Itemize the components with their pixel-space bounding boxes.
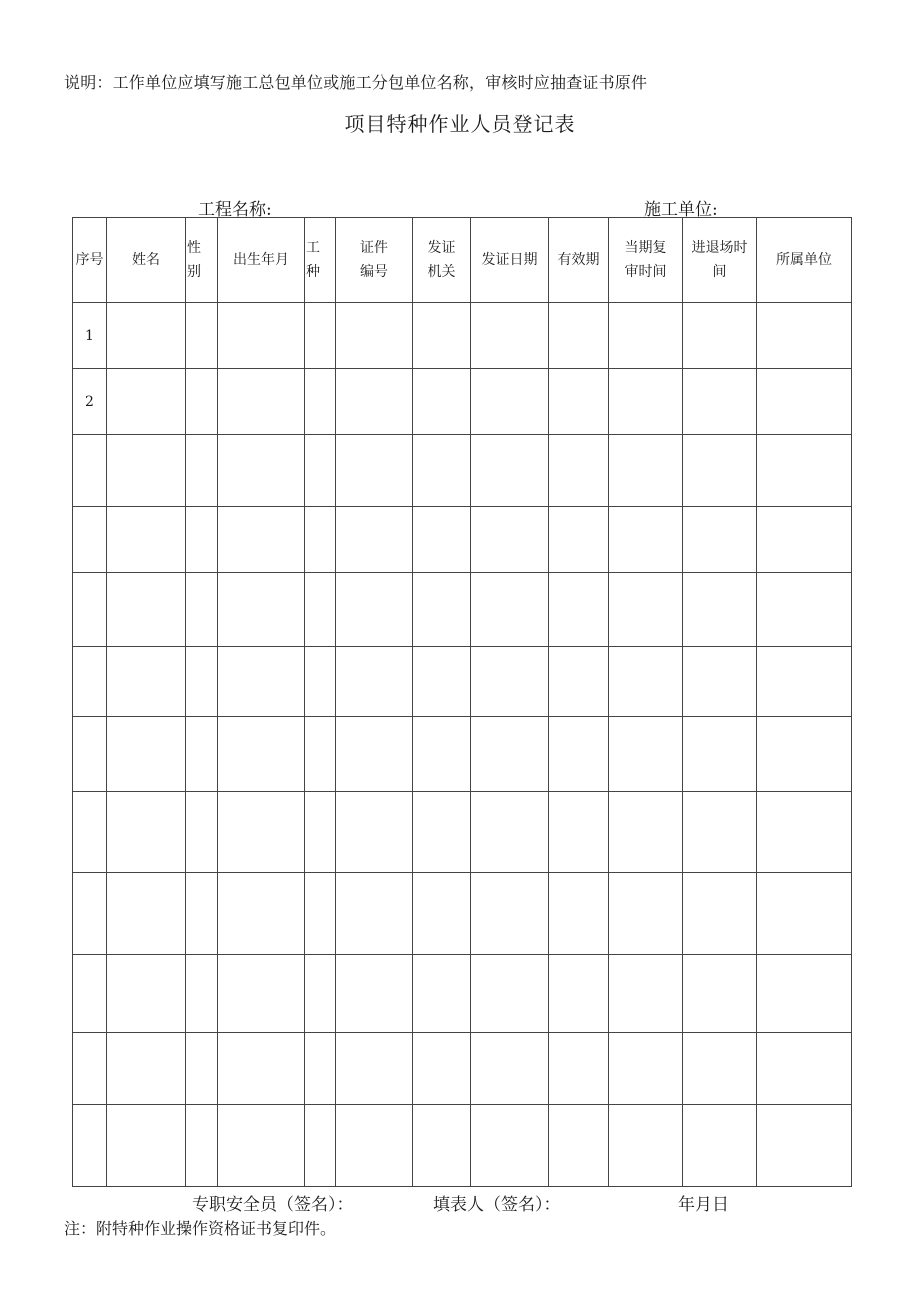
- table-cell[interactable]: [186, 1105, 218, 1187]
- column-header: [413, 218, 471, 303]
- table-cell[interactable]: [107, 647, 186, 717]
- column-header-line: 种: [306, 264, 320, 280]
- table-row: [73, 955, 852, 1033]
- table-cell[interactable]: [186, 507, 218, 573]
- table-cell[interactable]: [471, 303, 549, 369]
- table-cell[interactable]: [757, 955, 852, 1033]
- table-cell[interactable]: [186, 573, 218, 647]
- table-cell[interactable]: [471, 507, 549, 573]
- table-cell[interactable]: [413, 1105, 471, 1187]
- table-row: [73, 1105, 852, 1187]
- table-cell[interactable]: [186, 647, 218, 717]
- row-sequence-cell: [73, 507, 107, 573]
- column-header: [683, 218, 757, 303]
- table-row: [73, 647, 852, 717]
- table-header-row: [73, 218, 852, 303]
- table-cell[interactable]: [471, 792, 549, 873]
- table-cell[interactable]: [107, 435, 186, 507]
- table-cell[interactable]: [413, 369, 471, 435]
- column-header-line: 姓名: [132, 252, 160, 268]
- table-cell[interactable]: [305, 717, 336, 792]
- table-cell[interactable]: [336, 573, 413, 647]
- table-cell[interactable]: [107, 369, 186, 435]
- table-cell[interactable]: [413, 873, 471, 955]
- table-cell[interactable]: [683, 955, 757, 1033]
- table-cell[interactable]: [336, 647, 413, 717]
- column-header-line: 发证日期: [481, 252, 538, 268]
- table-cell[interactable]: [683, 1105, 757, 1187]
- table-body: [73, 303, 852, 1187]
- table-cell[interactable]: [471, 369, 549, 435]
- table-cell[interactable]: [549, 507, 609, 573]
- table-cell[interactable]: [609, 507, 683, 573]
- safety-officer-signature-label: 专职安全员（签名）：: [192, 1195, 354, 1215]
- personnel-register-table: [72, 217, 852, 1187]
- table-cell[interactable]: [757, 369, 852, 435]
- row-sequence-cell: [73, 1033, 107, 1105]
- table-cell[interactable]: [186, 369, 218, 435]
- table-cell[interactable]: [218, 1105, 305, 1187]
- table-cell[interactable]: [471, 717, 549, 792]
- table-cell[interactable]: [336, 303, 413, 369]
- table-row: [73, 573, 852, 647]
- table-cell[interactable]: [107, 955, 186, 1033]
- column-header-line: 出生年月: [233, 252, 289, 268]
- table-cell[interactable]: [757, 507, 852, 573]
- table-cell[interactable]: [683, 1033, 757, 1105]
- table-cell[interactable]: [683, 717, 757, 792]
- table-row: [73, 369, 852, 435]
- table-cell[interactable]: [609, 717, 683, 792]
- table-cell[interactable]: [757, 873, 852, 955]
- table-cell[interactable]: [609, 435, 683, 507]
- table-cell[interactable]: [107, 1105, 186, 1187]
- table-cell[interactable]: [413, 647, 471, 717]
- table-cell[interactable]: [413, 573, 471, 647]
- table-row: [73, 717, 852, 792]
- table-cell[interactable]: [609, 873, 683, 955]
- table-cell[interactable]: [107, 1033, 186, 1105]
- table-cell[interactable]: [609, 369, 683, 435]
- table-cell[interactable]: [305, 573, 336, 647]
- column-header-line: 间: [712, 264, 727, 280]
- table-cell[interactable]: [609, 792, 683, 873]
- column-header-line: 序号: [75, 252, 104, 268]
- table-cell[interactable]: [107, 792, 186, 873]
- table-cell[interactable]: [218, 873, 305, 955]
- table-cell[interactable]: [305, 435, 336, 507]
- table-cell[interactable]: [336, 1105, 413, 1187]
- column-header: [549, 218, 609, 303]
- column-header: [186, 218, 218, 303]
- table-cell[interactable]: [305, 369, 336, 435]
- column-header: [336, 218, 413, 303]
- table-cell[interactable]: [471, 573, 549, 647]
- row-sequence-cell: [73, 1105, 107, 1187]
- row-sequence-cell: [73, 717, 107, 792]
- table-cell[interactable]: [186, 1033, 218, 1105]
- table-cell[interactable]: [336, 792, 413, 873]
- table-cell[interactable]: [757, 792, 852, 873]
- table-cell[interactable]: [609, 955, 683, 1033]
- table-cell[interactable]: [305, 792, 336, 873]
- column-header-line: 证件: [360, 240, 388, 256]
- table-row: [73, 435, 852, 507]
- table-row: [73, 507, 852, 573]
- table-cell[interactable]: [549, 792, 609, 873]
- table-cell[interactable]: [107, 507, 186, 573]
- column-header-line: 当期复: [624, 240, 667, 256]
- table-cell[interactable]: [757, 1105, 852, 1187]
- row-sequence-cell: [73, 792, 107, 873]
- table-cell[interactable]: [683, 369, 757, 435]
- table-cell[interactable]: [471, 955, 549, 1033]
- row-sequence-cell: 1: [73, 303, 107, 369]
- column-header: [305, 218, 336, 303]
- table-cell[interactable]: [413, 507, 471, 573]
- table-cell[interactable]: [549, 435, 609, 507]
- table-cell[interactable]: [757, 573, 852, 647]
- column-header-line: 进退场时: [691, 240, 748, 256]
- column-header-line: 发证: [427, 240, 456, 256]
- table-cell[interactable]: [305, 507, 336, 573]
- table-cell[interactable]: [218, 573, 305, 647]
- table-cell[interactable]: [549, 573, 609, 647]
- table-cell[interactable]: [413, 717, 471, 792]
- table-cell[interactable]: [549, 955, 609, 1033]
- table-cell[interactable]: [107, 717, 186, 792]
- table-cell[interactable]: [336, 369, 413, 435]
- table-cell[interactable]: [186, 955, 218, 1033]
- column-header-line: 别: [187, 264, 201, 280]
- column-header-line: 编号: [360, 264, 388, 280]
- table-cell[interactable]: [757, 303, 852, 369]
- table-cell[interactable]: [471, 1033, 549, 1105]
- column-header: [471, 218, 549, 303]
- table-cell[interactable]: [683, 873, 757, 955]
- table-cell[interactable]: [186, 873, 218, 955]
- table-cell[interactable]: [549, 303, 609, 369]
- document-title: 项目特种作业人员登记表: [344, 112, 576, 136]
- table-cell[interactable]: [549, 717, 609, 792]
- table-cell[interactable]: [186, 435, 218, 507]
- table-cell[interactable]: [186, 303, 218, 369]
- table-cell[interactable]: [683, 507, 757, 573]
- table-cell[interactable]: [471, 435, 549, 507]
- table-cell[interactable]: [336, 955, 413, 1033]
- table-cell[interactable]: [218, 369, 305, 435]
- table-cell[interactable]: [549, 873, 609, 955]
- table-cell[interactable]: [305, 1033, 336, 1105]
- table-cell[interactable]: [336, 435, 413, 507]
- table-cell[interactable]: [413, 303, 471, 369]
- table-cell[interactable]: [471, 1105, 549, 1187]
- table-cell[interactable]: [218, 955, 305, 1033]
- row-sequence-cell: [73, 573, 107, 647]
- column-header-line: 审时间: [624, 264, 667, 280]
- table-cell[interactable]: [413, 792, 471, 873]
- table-cell[interactable]: [609, 303, 683, 369]
- table-row: [73, 792, 852, 873]
- table-cell[interactable]: [218, 717, 305, 792]
- table-cell[interactable]: [757, 647, 852, 717]
- table-cell[interactable]: [336, 507, 413, 573]
- date-label: 年月日: [678, 1195, 729, 1215]
- table-cell[interactable]: [218, 303, 305, 369]
- row-sequence-cell: 2: [73, 369, 107, 435]
- table-cell[interactable]: [609, 1033, 683, 1105]
- table-cell[interactable]: [336, 873, 413, 955]
- table-cell[interactable]: [336, 1033, 413, 1105]
- column-header: [218, 218, 305, 303]
- table-cell[interactable]: [186, 717, 218, 792]
- table-cell[interactable]: [218, 435, 305, 507]
- column-header-line: 有效期: [557, 252, 600, 268]
- top-instruction-note: 说明：工作单位应填写施工总包单位或施工分包单位名称，审核时应抽查证书原件: [64, 73, 648, 92]
- table-cell[interactable]: [757, 717, 852, 792]
- bottom-attachment-note: 注：附特种作业操作资格证书复印件。: [64, 1219, 337, 1238]
- table-cell[interactable]: [218, 647, 305, 717]
- row-sequence-cell: [73, 873, 107, 955]
- column-header: [107, 218, 186, 303]
- table-cell[interactable]: [549, 369, 609, 435]
- table-cell[interactable]: [683, 647, 757, 717]
- table-cell[interactable]: [683, 303, 757, 369]
- table-cell[interactable]: [305, 873, 336, 955]
- project-name-label: 工程名称:: [198, 200, 272, 220]
- table-cell[interactable]: [471, 873, 549, 955]
- table-cell[interactable]: [107, 303, 186, 369]
- row-sequence-cell: [73, 435, 107, 507]
- table-cell[interactable]: [549, 1033, 609, 1105]
- table-cell[interactable]: [471, 647, 549, 717]
- table-row: [73, 1033, 852, 1105]
- table-cell[interactable]: [413, 1033, 471, 1105]
- table-cell[interactable]: [107, 873, 186, 955]
- table-cell[interactable]: [549, 647, 609, 717]
- table-cell[interactable]: [218, 1033, 305, 1105]
- table-cell[interactable]: [683, 792, 757, 873]
- table-cell[interactable]: [305, 303, 336, 369]
- column-header-line: 性: [187, 240, 201, 256]
- column-header-line: 机关: [427, 264, 456, 280]
- row-sequence-cell: [73, 647, 107, 717]
- column-header-line: 工: [306, 240, 320, 256]
- table-cell[interactable]: [305, 1105, 336, 1187]
- table-cell[interactable]: [413, 435, 471, 507]
- table-cell[interactable]: [107, 573, 186, 647]
- table-row: [73, 303, 852, 369]
- table-cell[interactable]: [757, 435, 852, 507]
- table-cell[interactable]: [186, 792, 218, 873]
- column-header: [73, 218, 107, 303]
- table-cell[interactable]: [305, 647, 336, 717]
- column-header: [757, 218, 852, 303]
- table-cell[interactable]: [609, 647, 683, 717]
- table-cell[interactable]: [683, 435, 757, 507]
- table-cell[interactable]: [336, 717, 413, 792]
- table-cell[interactable]: [218, 507, 305, 573]
- construction-unit-label: 施工单位:: [644, 200, 718, 220]
- table-cell[interactable]: [757, 1033, 852, 1105]
- table-cell[interactable]: [683, 573, 757, 647]
- table-cell[interactable]: [609, 573, 683, 647]
- table-cell[interactable]: [305, 955, 336, 1033]
- table-cell[interactable]: [609, 1105, 683, 1187]
- table-cell[interactable]: [549, 1105, 609, 1187]
- column-header: [609, 218, 683, 303]
- table-row: [73, 873, 852, 955]
- table-cell[interactable]: [218, 792, 305, 873]
- table-cell[interactable]: [413, 955, 471, 1033]
- column-header-line: 所属单位: [776, 252, 832, 268]
- row-sequence-cell: [73, 955, 107, 1033]
- filled-by-signature-label: 填表人（签名）：: [433, 1195, 561, 1215]
